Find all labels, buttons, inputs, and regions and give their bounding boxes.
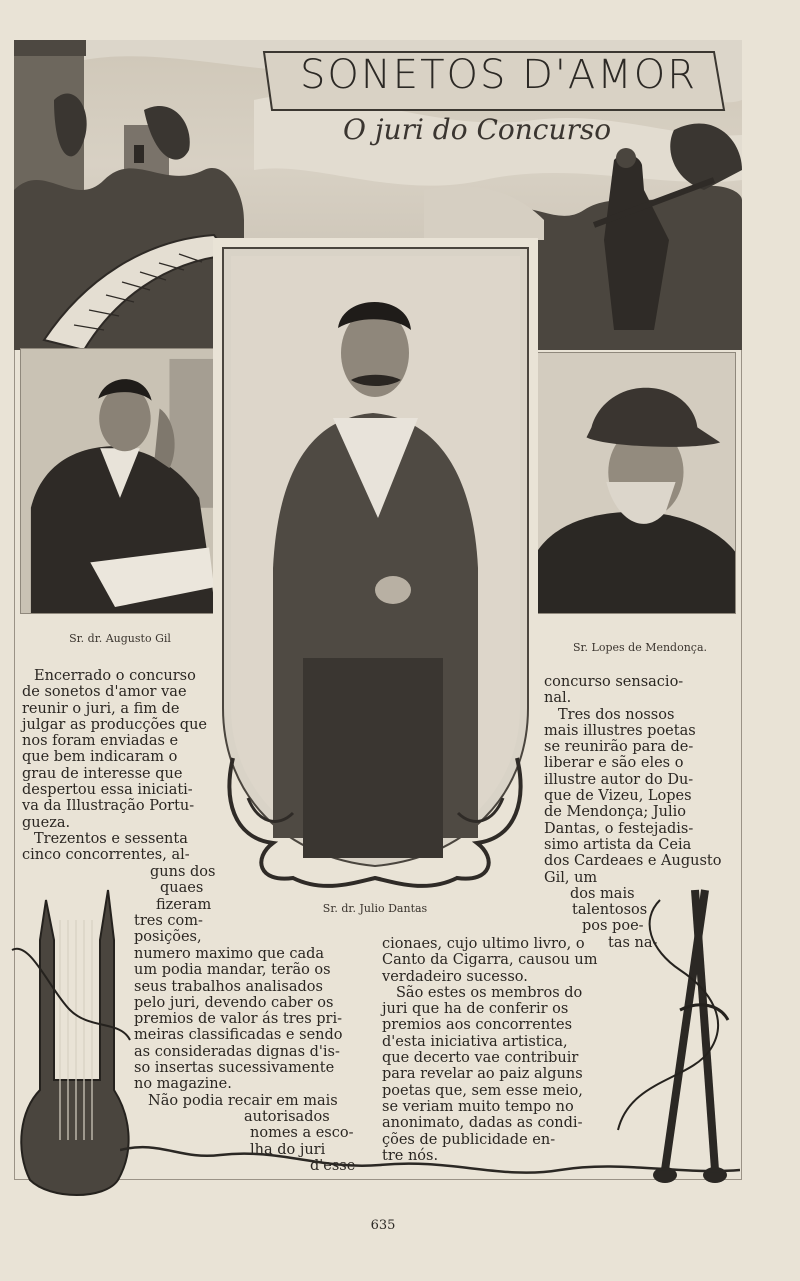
text-line: meiras classificadas e sendo <box>134 1027 343 1044</box>
center-portrait-image <box>213 238 538 893</box>
page-subtitle: O juri do Concurso <box>343 113 612 146</box>
text-line: que decerto vae contribuir <box>382 1050 579 1067</box>
page-title: SONETOS D'AMOR <box>300 52 698 98</box>
text-line: cionaes, cujo ultimo livro, o <box>382 936 585 952</box>
text-line: va da Illustração Portu- <box>22 798 195 815</box>
text-line: Gil, um <box>544 869 598 886</box>
text-line: pos poe- <box>582 918 644 935</box>
text-line: despertou essa iniciati- <box>22 782 193 799</box>
text-line: Dantas, o festejadis- <box>544 820 694 837</box>
portrait-photo-left <box>20 348 217 614</box>
bottom-flourish <box>120 1140 740 1200</box>
text-line: grau de interesse que <box>22 765 183 782</box>
text-line: as consideradas dignas d'is- <box>134 1043 340 1060</box>
text-line: nos foram enviadas e <box>22 733 179 750</box>
text-line: no magazine. <box>134 1076 232 1093</box>
text-line: concurso sensacio- <box>544 674 684 690</box>
page-number: 635 <box>370 1218 396 1233</box>
text-line: liberar e são eles o <box>544 755 684 772</box>
text-line: Tres dos nossos <box>558 706 675 723</box>
text-line: de sonetos d'amor vae <box>22 684 187 701</box>
caption-center: Sr. dr. Julio Dantas <box>322 902 428 915</box>
text-line: anonimato, dadas as condi- <box>382 1115 583 1132</box>
text-line: lha do juri <box>250 1141 326 1158</box>
text-line: juri que ha de conferir os <box>382 1001 569 1018</box>
text-line: Encerrado o concurso <box>34 668 196 684</box>
text-line: se reunirão para de- <box>544 739 694 756</box>
article-left-column-wrap <box>128 864 218 945</box>
text-line: Não podia recair em mais <box>148 1092 338 1109</box>
portrait-photo-right <box>536 352 736 614</box>
text-line: premios aos concorrentes <box>382 1017 573 1034</box>
caption-left: Sr. dr. Augusto Gil <box>69 632 171 645</box>
center-portrait-frame <box>213 238 538 893</box>
text-line: nomes a esco- <box>250 1125 354 1142</box>
text-line: que bem indicaram o <box>22 749 178 766</box>
text-line: simo artista da Ceia <box>544 836 692 853</box>
text-line: guns dos <box>150 864 216 880</box>
text-line: autorisados <box>244 1108 330 1125</box>
text-line: para revelar ao paiz alguns <box>382 1066 583 1083</box>
text-line: so insertas sucessivamente <box>134 1060 335 1077</box>
text-line: dos Cardeaes e Augusto <box>544 853 722 870</box>
text-line: dos mais <box>570 885 635 902</box>
text-line: numero maximo que cada <box>134 946 325 962</box>
text-line: cinco concorrentes, al- <box>22 847 190 864</box>
text-line: gueza. <box>22 814 71 831</box>
man-reading-image <box>21 349 216 613</box>
text-line: d'esse <box>310 1157 356 1174</box>
caption-right: Sr. Lopes de Mendonça. <box>572 641 708 654</box>
text-line: seus trabalhos analisados <box>134 978 323 995</box>
text-line: fizeram <box>156 896 212 913</box>
text-line: pelo juri, devendo caber os <box>134 994 334 1011</box>
text-line: d'esta iniciativa artistica, <box>382 1033 568 1050</box>
text-line: mais illustres poetas <box>544 722 696 739</box>
text-line: verdadeiro sucesso. <box>382 968 528 985</box>
text-line: de Mendonça; Julio <box>544 804 687 821</box>
text-line: illustre autor do Du- <box>544 771 694 788</box>
text-line: Trezentos e sessenta <box>34 830 188 847</box>
text-line: tres com- <box>134 912 203 929</box>
article-left-column <box>22 668 214 864</box>
text-line: se veriam muito tempo no <box>382 1098 574 1115</box>
text-line: nal. <box>544 690 572 707</box>
text-line: São estes os membros do <box>396 984 583 1001</box>
text-line: um podia mandar, terão os <box>134 962 331 979</box>
text-line: premios de valor ás tres pri- <box>134 1011 343 1028</box>
article-bottom-right <box>382 936 614 1164</box>
text-line: Canto da Cigarra, causou um <box>382 952 598 969</box>
man-with-hat-image <box>537 353 735 613</box>
text-line: reunir o juri, a fim de <box>22 700 180 717</box>
text-line: tre nós. <box>382 1147 439 1164</box>
text-line: tas na- <box>608 934 658 951</box>
text-line: julgar as producções que <box>22 716 208 733</box>
text-line: quaes <box>160 880 204 897</box>
text-line: que de Vizeu, Lopes <box>544 788 692 805</box>
text-line: ções de publicidade en- <box>382 1131 556 1148</box>
text-line: talentosos <box>572 902 648 919</box>
text-line: posições, <box>134 929 202 946</box>
text-line: poetas que, sem esse meio, <box>382 1082 583 1099</box>
